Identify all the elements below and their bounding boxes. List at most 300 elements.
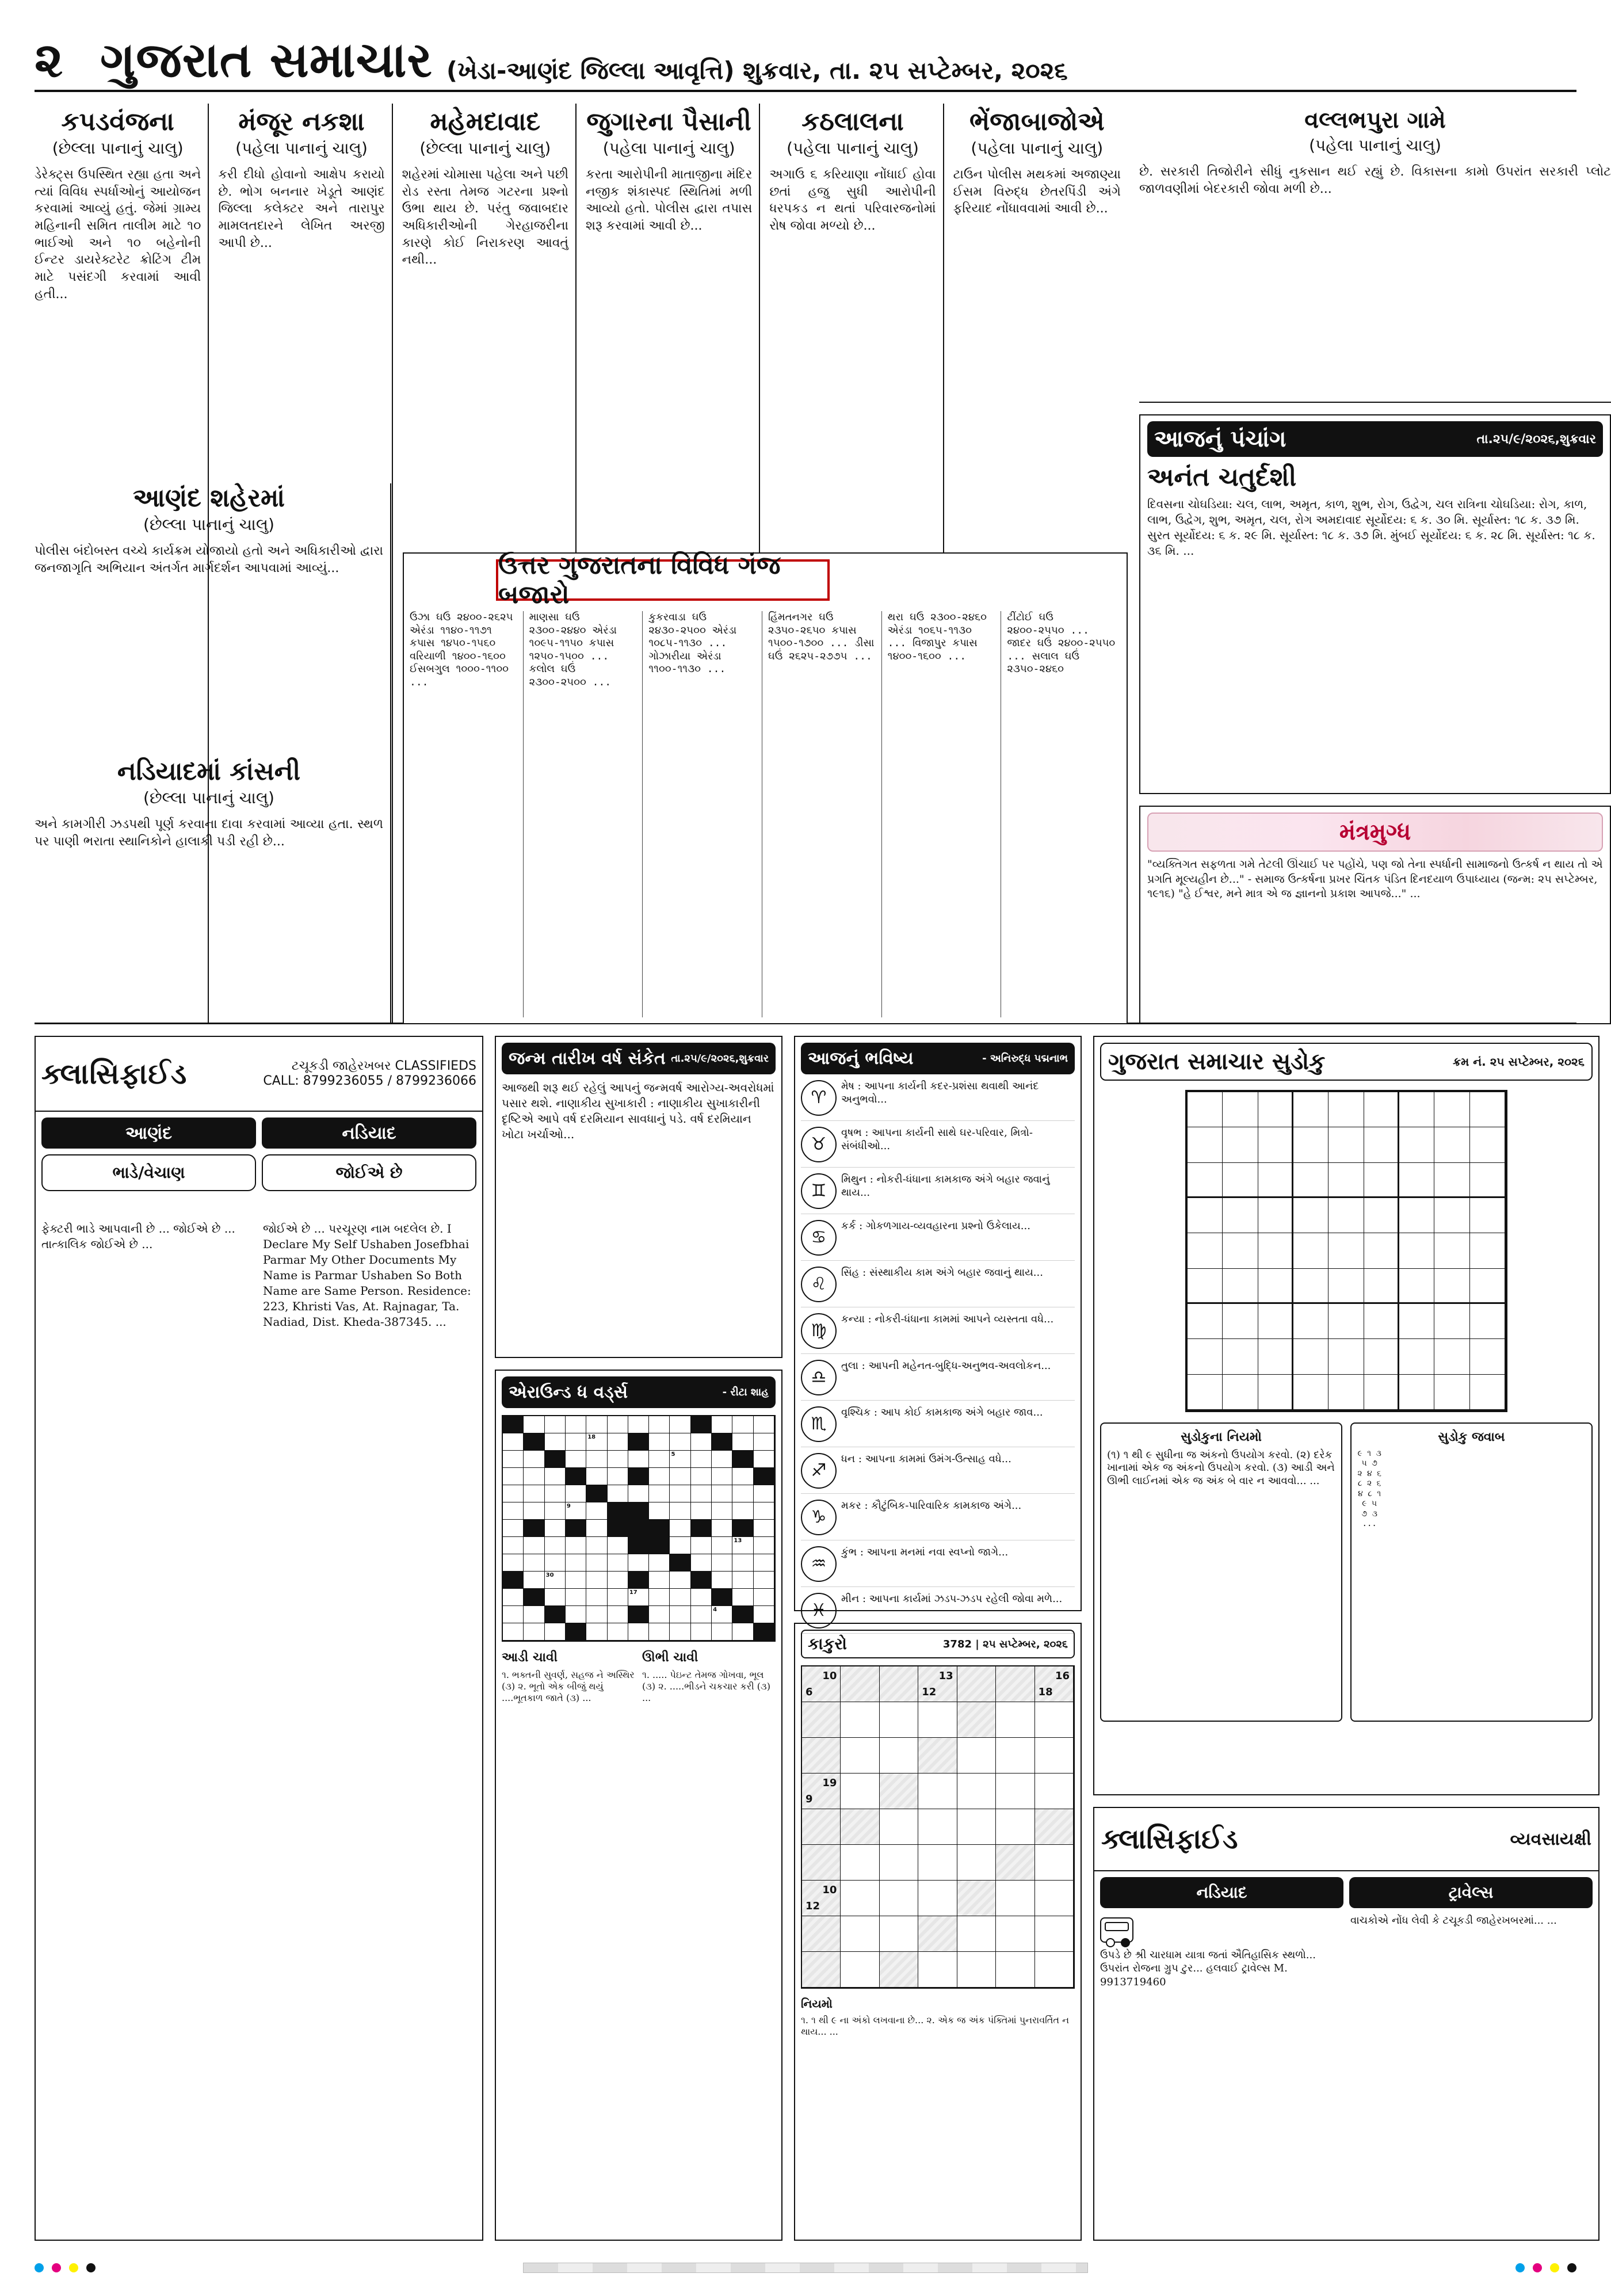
kakuro-cell[interactable] [802,1916,841,1952]
crossword-cell[interactable] [586,1589,607,1606]
sudoku-cell[interactable] [1364,1233,1399,1268]
sudoku-cell[interactable] [1293,1304,1328,1339]
kakuro-cell[interactable] [918,1809,957,1845]
sudoku-cell[interactable] [1223,1092,1258,1127]
crossword-cell[interactable] [754,1485,774,1502]
crossword-cell[interactable] [545,1606,566,1623]
kakuro-cell[interactable] [957,1809,996,1845]
crossword-cell[interactable] [503,1572,524,1589]
crossword-cell[interactable] [754,1502,774,1520]
crossword-cell[interactable] [670,1485,690,1502]
sudoku-cell[interactable] [1399,1092,1434,1127]
sudoku-cell[interactable] [1399,1198,1434,1233]
kakuro-cell[interactable] [957,1952,996,1988]
kakuro-cell[interactable] [996,1809,1034,1845]
kakuro-cell[interactable] [918,1952,957,1988]
crossword-cell[interactable] [545,1416,566,1433]
crossword-cell[interactable] [503,1589,524,1606]
tab-anand[interactable]: આણંદ [41,1118,256,1149]
crossword-cell[interactable] [608,1451,628,1468]
crossword-cell[interactable] [566,1485,586,1502]
crossword-cell[interactable] [691,1485,712,1502]
kakuro-cell[interactable] [918,1916,957,1952]
sudoku-cell[interactable] [1434,1375,1469,1410]
crossword-cell[interactable] [649,1554,670,1572]
crossword-cell[interactable] [586,1485,607,1502]
sudoku-cell[interactable] [1364,1092,1399,1127]
crossword-cell[interactable] [586,1468,607,1485]
crossword-cell[interactable] [754,1606,774,1623]
sudoku-cell[interactable] [1293,1198,1328,1233]
crossword-cell[interactable] [670,1451,690,1468]
sudoku-cell[interactable] [1399,1127,1434,1162]
crossword-cell[interactable] [628,1537,649,1554]
crossword-cell[interactable] [670,1433,690,1451]
kakuro-cell[interactable] [918,1845,957,1881]
crossword-cell[interactable] [670,1537,690,1554]
tab-nadiad[interactable]: નડિયાદ [262,1118,476,1149]
sudoku-cell[interactable] [1434,1233,1469,1268]
kakuro-cell[interactable] [957,1774,996,1809]
crossword-cell[interactable] [691,1623,712,1641]
sudoku-cell[interactable] [1328,1375,1364,1410]
crossword-cell[interactable] [691,1537,712,1554]
crossword-cell[interactable] [608,1520,628,1537]
crossword-cell[interactable] [566,1451,586,1468]
kakuro-cell[interactable] [957,1881,996,1916]
sudoku-cell[interactable] [1188,1127,1223,1162]
crossword-cell[interactable] [586,1433,607,1451]
kakuro-cell[interactable] [957,1738,996,1774]
crossword-cell[interactable] [712,1416,732,1433]
crossword-cell[interactable] [545,1451,566,1468]
crossword-cell[interactable] [608,1468,628,1485]
crossword-cell[interactable] [545,1537,566,1554]
crossword-cell[interactable] [503,1554,524,1572]
kakuro-cell[interactable] [841,1774,879,1809]
crossword-cell[interactable] [712,1589,732,1606]
kakuro-cell[interactable] [841,1916,879,1952]
crossword-cell[interactable] [691,1416,712,1433]
crossword-cell[interactable] [712,1606,732,1623]
kakuro-cell[interactable] [996,1666,1034,1702]
crossword-cell[interactable] [628,1623,649,1641]
crossword-cell[interactable] [545,1433,566,1451]
crossword-cell[interactable] [670,1416,690,1433]
crossword-cell[interactable] [524,1572,544,1589]
kakuro-cell[interactable] [841,1702,879,1738]
crossword-cell[interactable] [524,1451,544,1468]
crossword-cell[interactable] [628,1451,649,1468]
sudoku-cell[interactable] [1470,1198,1505,1233]
sudoku-cell[interactable] [1258,1304,1293,1339]
crossword-cell[interactable] [586,1606,607,1623]
crossword-cell[interactable] [670,1623,690,1641]
crossword-cell[interactable] [732,1537,753,1554]
crossword-cell[interactable] [524,1520,544,1537]
kakuro-cell[interactable] [802,1809,841,1845]
crossword-cell[interactable] [628,1572,649,1589]
crossword-cell[interactable] [524,1433,544,1451]
crossword-cell[interactable] [566,1572,586,1589]
crossword-cell[interactable] [754,1520,774,1537]
crossword-cell[interactable] [670,1502,690,1520]
crossword-cell[interactable] [608,1433,628,1451]
kakuro-cell[interactable] [880,1666,918,1702]
kakuro-cell[interactable] [1035,1666,1074,1702]
crossword-cell[interactable] [566,1468,586,1485]
crossword-cell[interactable] [628,1433,649,1451]
crossword-cell[interactable] [649,1537,670,1554]
crossword-cell[interactable] [649,1589,670,1606]
kakuro-cell[interactable] [1035,1952,1074,1988]
kakuro-cell[interactable] [1035,1881,1074,1916]
sudoku-cell[interactable] [1328,1127,1364,1162]
kakuro-cell[interactable] [802,1881,841,1916]
crossword-cell[interactable] [691,1433,712,1451]
kakuro-cell[interactable] [996,1916,1034,1952]
kakuro-cell[interactable] [918,1666,957,1702]
crossword-cell[interactable] [503,1520,524,1537]
crossword-cell[interactable] [628,1606,649,1623]
sudoku-cell[interactable] [1399,1339,1434,1374]
kakuro-cell[interactable] [1035,1738,1074,1774]
kakuro-cell[interactable] [880,1881,918,1916]
crossword-cell[interactable] [566,1589,586,1606]
sudoku-cell[interactable] [1328,1269,1364,1304]
crossword-cell[interactable] [732,1572,753,1589]
kakuro-cell[interactable] [1035,1702,1074,1738]
crossword-cell[interactable] [732,1433,753,1451]
crossword-cell[interactable] [566,1554,586,1572]
crossword-cell[interactable] [754,1433,774,1451]
crossword-cell[interactable] [712,1502,732,1520]
crossword-cell[interactable] [545,1623,566,1641]
kakuro-cell[interactable] [841,1809,879,1845]
crossword-cell[interactable] [503,1468,524,1485]
crossword-cell[interactable] [732,1416,753,1433]
kakuro-cell[interactable] [996,1702,1034,1738]
crossword-cell[interactable] [732,1606,753,1623]
crossword-cell[interactable] [712,1451,732,1468]
sudoku-cell[interactable] [1434,1304,1469,1339]
sudoku-cell[interactable] [1293,1339,1328,1374]
crossword-cell[interactable] [586,1502,607,1520]
crossword-cell[interactable] [712,1572,732,1589]
kakuro-cell[interactable] [880,1702,918,1738]
crossword-cell[interactable] [732,1502,753,1520]
crossword-cell[interactable] [524,1502,544,1520]
kakuro-cell[interactable] [957,1702,996,1738]
sudoku-cell[interactable] [1328,1233,1364,1268]
crossword-cell[interactable] [608,1606,628,1623]
sudoku-cell[interactable] [1364,1339,1399,1374]
crossword-cell[interactable] [649,1468,670,1485]
sudoku-cell[interactable] [1258,1198,1293,1233]
crossword-cell[interactable] [524,1589,544,1606]
crossword-cell[interactable] [545,1554,566,1572]
crossword-cell[interactable] [524,1537,544,1554]
sudoku-cell[interactable] [1434,1269,1469,1304]
kakuro-cell[interactable] [957,1666,996,1702]
crossword-cell[interactable] [670,1520,690,1537]
crossword-cell[interactable] [628,1554,649,1572]
crossword-cell[interactable] [649,1433,670,1451]
crossword-cell[interactable] [732,1451,753,1468]
sudoku-cell[interactable] [1364,1375,1399,1410]
crossword-cell[interactable] [503,1537,524,1554]
kakuro-cell[interactable] [918,1774,957,1809]
crossword-cell[interactable] [586,1572,607,1589]
sudoku-cell[interactable] [1328,1198,1364,1233]
crossword-cell[interactable] [670,1589,690,1606]
sudoku-cell[interactable] [1328,1339,1364,1374]
crossword-cell[interactable] [670,1606,690,1623]
kakuro-cell[interactable] [841,1881,879,1916]
tab-travels[interactable]: ટ્રાવેલ્સ [1349,1877,1593,1908]
crossword-cell[interactable] [649,1502,670,1520]
sudoku-cell[interactable] [1470,1375,1505,1410]
sudoku-cell[interactable] [1434,1092,1469,1127]
sudoku-cell[interactable] [1223,1375,1258,1410]
kakuro-cell[interactable] [841,1952,879,1988]
kakuro-cell[interactable] [880,1809,918,1845]
sudoku-cell[interactable] [1223,1339,1258,1374]
sudoku-cell[interactable] [1258,1127,1293,1162]
sudoku-cell[interactable] [1188,1304,1223,1339]
sudoku-cell[interactable] [1434,1339,1469,1374]
crossword-cell[interactable] [524,1416,544,1433]
crossword-cell[interactable] [566,1433,586,1451]
crossword-cell[interactable] [524,1623,544,1641]
crossword-cell[interactable] [566,1606,586,1623]
kakuro-cell[interactable] [996,1881,1034,1916]
crossword-cell[interactable] [691,1554,712,1572]
kakuro-cell[interactable] [918,1702,957,1738]
crossword-cell[interactable] [524,1485,544,1502]
sudoku-cell[interactable] [1293,1269,1328,1304]
crossword-cell[interactable] [628,1485,649,1502]
crossword-cell[interactable] [545,1572,566,1589]
category-joie-chhe[interactable]: જોઈએ છે [262,1154,476,1191]
kakuro-cell[interactable] [957,1916,996,1952]
sudoku-cell[interactable] [1399,1163,1434,1198]
crossword-cell[interactable] [503,1451,524,1468]
crossword-cell[interactable] [566,1623,586,1641]
crossword-cell[interactable] [566,1502,586,1520]
crossword-cell[interactable] [691,1451,712,1468]
sudoku-cell[interactable] [1399,1375,1434,1410]
crossword-cell[interactable] [649,1520,670,1537]
sudoku-cell[interactable] [1258,1163,1293,1198]
sudoku-cell[interactable] [1399,1269,1434,1304]
crossword-cell[interactable] [503,1623,524,1641]
kakuro-cell[interactable] [1035,1845,1074,1881]
crossword-cell[interactable] [732,1520,753,1537]
crossword-cell[interactable] [545,1589,566,1606]
crossword-cell[interactable] [691,1468,712,1485]
tab-nadiad[interactable]: નડિયાદ [1100,1877,1343,1908]
crossword-cell[interactable] [649,1623,670,1641]
sudoku-cell[interactable] [1223,1233,1258,1268]
crossword-cell[interactable] [545,1502,566,1520]
crossword-cell[interactable] [566,1416,586,1433]
crossword-cell[interactable] [670,1572,690,1589]
sudoku-cell[interactable] [1470,1127,1505,1162]
crossword-cell[interactable] [649,1606,670,1623]
crossword-cell[interactable] [608,1554,628,1572]
sudoku-cell[interactable] [1223,1198,1258,1233]
crossword-cell[interactable] [649,1451,670,1468]
sudoku-cell[interactable] [1293,1375,1328,1410]
sudoku-cell[interactable] [1470,1304,1505,1339]
crossword-cell[interactable] [503,1416,524,1433]
sudoku-cell[interactable] [1328,1092,1364,1127]
kakuro-cell[interactable] [880,1774,918,1809]
crossword-cell[interactable] [732,1468,753,1485]
kakuro-cell[interactable] [996,1738,1034,1774]
crossword-cell[interactable] [712,1554,732,1572]
crossword-cell[interactable] [608,1485,628,1502]
crossword-cell[interactable] [545,1468,566,1485]
crossword-cell[interactable] [608,1416,628,1433]
sudoku-cell[interactable] [1188,1233,1223,1268]
crossword-cell[interactable] [503,1485,524,1502]
category-bhade-vechan[interactable]: ભાડે/વેચાણ [41,1154,256,1191]
sudoku-cell[interactable] [1293,1127,1328,1162]
crossword-cell[interactable] [503,1433,524,1451]
sudoku-cell[interactable] [1223,1163,1258,1198]
crossword-cell[interactable] [586,1537,607,1554]
crossword-cell[interactable] [712,1468,732,1485]
sudoku-cell[interactable] [1258,1339,1293,1374]
sudoku-cell[interactable] [1364,1269,1399,1304]
sudoku-cell[interactable] [1399,1304,1434,1339]
sudoku-cell[interactable] [1188,1375,1223,1410]
sudoku-cell[interactable] [1434,1127,1469,1162]
crossword-cell[interactable] [586,1451,607,1468]
sudoku-cell[interactable] [1258,1092,1293,1127]
crossword-cell[interactable] [586,1623,607,1641]
sudoku-cell[interactable] [1188,1198,1223,1233]
kakuro-cell[interactable] [880,1738,918,1774]
sudoku-cell[interactable] [1470,1092,1505,1127]
kakuro-cell[interactable] [802,1738,841,1774]
sudoku-cell[interactable] [1364,1198,1399,1233]
kakuro-cell[interactable] [802,1702,841,1738]
crossword-cell[interactable] [712,1537,732,1554]
sudoku-cell[interactable] [1364,1163,1399,1198]
kakuro-cell[interactable] [918,1881,957,1916]
sudoku-cell[interactable] [1188,1092,1223,1127]
crossword-cell[interactable] [503,1606,524,1623]
kakuro-cell[interactable] [841,1845,879,1881]
sudoku-cell[interactable] [1188,1163,1223,1198]
crossword-cell[interactable] [649,1485,670,1502]
kakuro-cell[interactable] [802,1666,841,1702]
sudoku-cell[interactable] [1328,1163,1364,1198]
crossword-cell[interactable] [712,1520,732,1537]
kakuro-cell[interactable] [996,1774,1034,1809]
crossword-cell[interactable] [691,1520,712,1537]
sudoku-cell[interactable] [1328,1304,1364,1339]
crossword-cell[interactable] [586,1416,607,1433]
crossword-cell[interactable] [732,1485,753,1502]
sudoku-cell[interactable] [1223,1269,1258,1304]
sudoku-cell[interactable] [1223,1127,1258,1162]
crossword-cell[interactable] [754,1451,774,1468]
crossword-cell[interactable] [691,1502,712,1520]
crossword-cell[interactable] [754,1537,774,1554]
crossword-cell[interactable] [608,1589,628,1606]
kakuro-cell[interactable] [918,1738,957,1774]
kakuro-cell[interactable] [1035,1774,1074,1809]
crossword-cell[interactable] [503,1502,524,1520]
kakuro-cell[interactable] [841,1666,879,1702]
kakuro-cell[interactable] [957,1845,996,1881]
crossword-cell[interactable] [545,1485,566,1502]
crossword-cell[interactable] [712,1485,732,1502]
crossword-cell[interactable] [691,1606,712,1623]
crossword-cell[interactable] [649,1416,670,1433]
crossword-cell[interactable] [712,1623,732,1641]
kakuro-cell[interactable] [1035,1809,1074,1845]
crossword-cell[interactable] [670,1468,690,1485]
crossword-cell[interactable] [524,1554,544,1572]
crossword-cell[interactable] [732,1623,753,1641]
crossword-cell[interactable] [732,1589,753,1606]
sudoku-cell[interactable] [1470,1339,1505,1374]
crossword-cell[interactable] [649,1572,670,1589]
crossword-cell[interactable] [754,1554,774,1572]
crossword-cell[interactable] [712,1433,732,1451]
sudoku-cell[interactable] [1434,1198,1469,1233]
crossword-cell[interactable] [566,1520,586,1537]
sudoku-cell[interactable] [1470,1269,1505,1304]
kakuro-cell[interactable] [802,1774,841,1809]
kakuro-cell[interactable] [880,1845,918,1881]
sudoku-cell[interactable] [1470,1163,1505,1198]
sudoku-cell[interactable] [1399,1233,1434,1268]
sudoku-cell[interactable] [1293,1092,1328,1127]
sudoku-cell[interactable] [1293,1163,1328,1198]
crossword-cell[interactable] [586,1520,607,1537]
sudoku-cell[interactable] [1470,1233,1505,1268]
sudoku-cell[interactable] [1188,1269,1223,1304]
kakuro-cell[interactable] [802,1845,841,1881]
crossword-cell[interactable] [754,1468,774,1485]
sudoku-cell[interactable] [1434,1163,1469,1198]
crossword-cell[interactable] [524,1468,544,1485]
sudoku-cell[interactable] [1223,1304,1258,1339]
crossword-cell[interactable] [524,1606,544,1623]
crossword-cell[interactable] [754,1589,774,1606]
sudoku-cell[interactable] [1258,1233,1293,1268]
kakuro-cell[interactable] [802,1952,841,1988]
kakuro-cell[interactable] [841,1738,879,1774]
crossword-cell[interactable] [586,1554,607,1572]
crossword-cell[interactable] [754,1416,774,1433]
crossword-cell[interactable] [628,1520,649,1537]
crossword-cell[interactable] [732,1554,753,1572]
kakuro-cell[interactable] [996,1845,1034,1881]
sudoku-cell[interactable] [1258,1375,1293,1410]
sudoku-cell[interactable] [1188,1339,1223,1374]
crossword-cell[interactable] [628,1416,649,1433]
kakuro-cell[interactable] [880,1916,918,1952]
crossword-cell[interactable] [628,1502,649,1520]
crossword-cell[interactable] [754,1572,774,1589]
